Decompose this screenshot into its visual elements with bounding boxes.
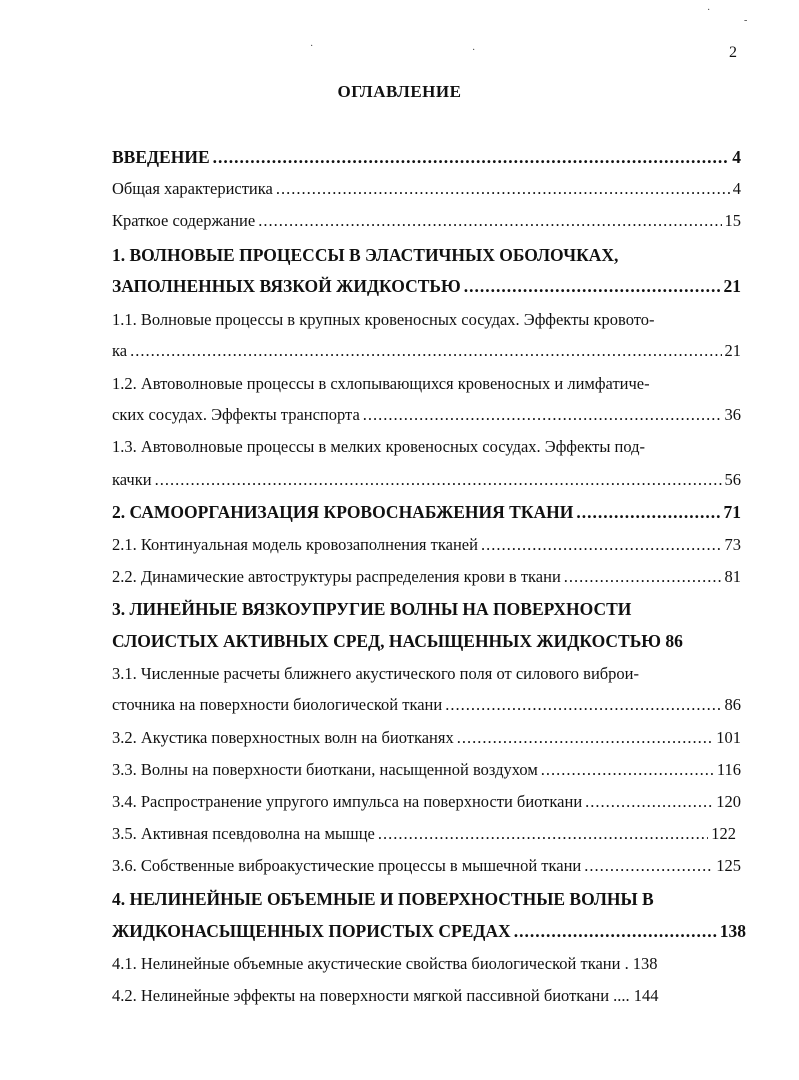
toc-entry: 2. САМООРГАНИЗАЦИЯ КРОВОСНАБЖЕНИЯ ТКАНИ ..... 71 [112, 501, 741, 523]
toc-chapter-heading: СЛОИСТЫХ АКТИВНЫХ СРЕД, НАСЫЩЕННЫХ ЖИДКОСТЬЮ 86 [112, 631, 683, 651]
scan-speck: - [744, 15, 748, 26]
scan-speck: · [707, 5, 711, 16]
toc-entry-line: 1.3. Автоволновые процессы в мелких кровеносных сосудах. Эффекты под- [112, 437, 646, 456]
toc-entry: ских сосудах. Эффекты транспорта ..... 36 [112, 404, 741, 426]
toc-entry: 3.2. Акустика поверхностных волн на биотканях ..... 101 [112, 727, 741, 749]
toc-entry: ЖИДКОНАСЫЩЕННЫХ ПОРИСТЫХ СРЕДАХ ..... 138 [112, 920, 746, 942]
scan-speck: · [472, 45, 476, 56]
toc-entry: ЗАПОЛНЕННЫХ ВЯЗКОЙ ЖИДКОСТЬЮ ..... 21 [112, 275, 741, 297]
toc-entry: Краткое содержание ..... 15 [112, 210, 741, 232]
toc-entry: 3.5. Активная псевдоволна на мышце ..... 122 [112, 823, 736, 845]
toc-entry: 3.3. Волны на поверхности биоткани, насыщенной воздухом ..... 116 [112, 759, 741, 781]
toc-chapter-heading: 1. ВОЛНОВЫЕ ПРОЦЕССЫ В ЭЛАСТИЧНЫХ ОБОЛОЧКАХ, [112, 245, 619, 265]
page-number: 2 [729, 44, 737, 61]
toc-entry: 3.6. Собственные виброакустические процессы в мышечной ткани ..... 125 [112, 855, 741, 877]
scan-speck: · [310, 41, 314, 52]
toc-entry: ка ..... 21 [112, 340, 741, 362]
toc-entry-line: 3.1. Численные расчеты ближнего акустического поля от силового виброи- [112, 664, 640, 683]
toc-entry: 2.2. Динамические автоструктуры распределения крови в ткани ..... 81 [112, 566, 741, 588]
toc-entry-line: 1.1. Волновые процессы в крупных кровеносных сосудах. Эффекты кровото- [112, 310, 655, 329]
toc-entry: 4.2. Нелинейные эффекты на поверхности мягкой пассивной биоткани .... 144 [112, 986, 659, 1005]
toc-entry: 2.1. Континуальная модель кровозаполнения тканей ..... 73 [112, 534, 741, 556]
page-title: ОГЛАВЛЕНИЕ [337, 82, 462, 101]
toc-entry: качки ..... 56 [112, 469, 741, 491]
toc-chapter-heading: 4. НЕЛИНЕЙНЫЕ ОБЪЕМНЫЕ И ПОВЕРХНОСТНЫЕ ВОЛНЫ В [112, 889, 654, 909]
toc-entry: сточника на поверхности биологической ткани ..... 86 [112, 694, 741, 716]
toc-entry: 4.1. Нелинейные объемные акустические свойства биологической ткани . 138 [112, 954, 658, 973]
toc-entry-line: 1.2. Автоволновые процессы в схлопывающихся кровеносных и лимфатиче- [112, 374, 650, 393]
toc-entry: 3.4. Распространение упругого импульса на поверхности биоткани ..... 120 [112, 791, 741, 813]
toc-chapter-heading: 3. ЛИНЕЙНЫЕ ВЯЗКОУПРУГИЕ ВОЛНЫ НА ПОВЕРХНОСТИ [112, 599, 632, 619]
toc-entry: ВВЕДЕНИЕ ..... 4 [112, 146, 741, 168]
toc-entry: Общая характеристика ..... 4 [112, 178, 741, 200]
